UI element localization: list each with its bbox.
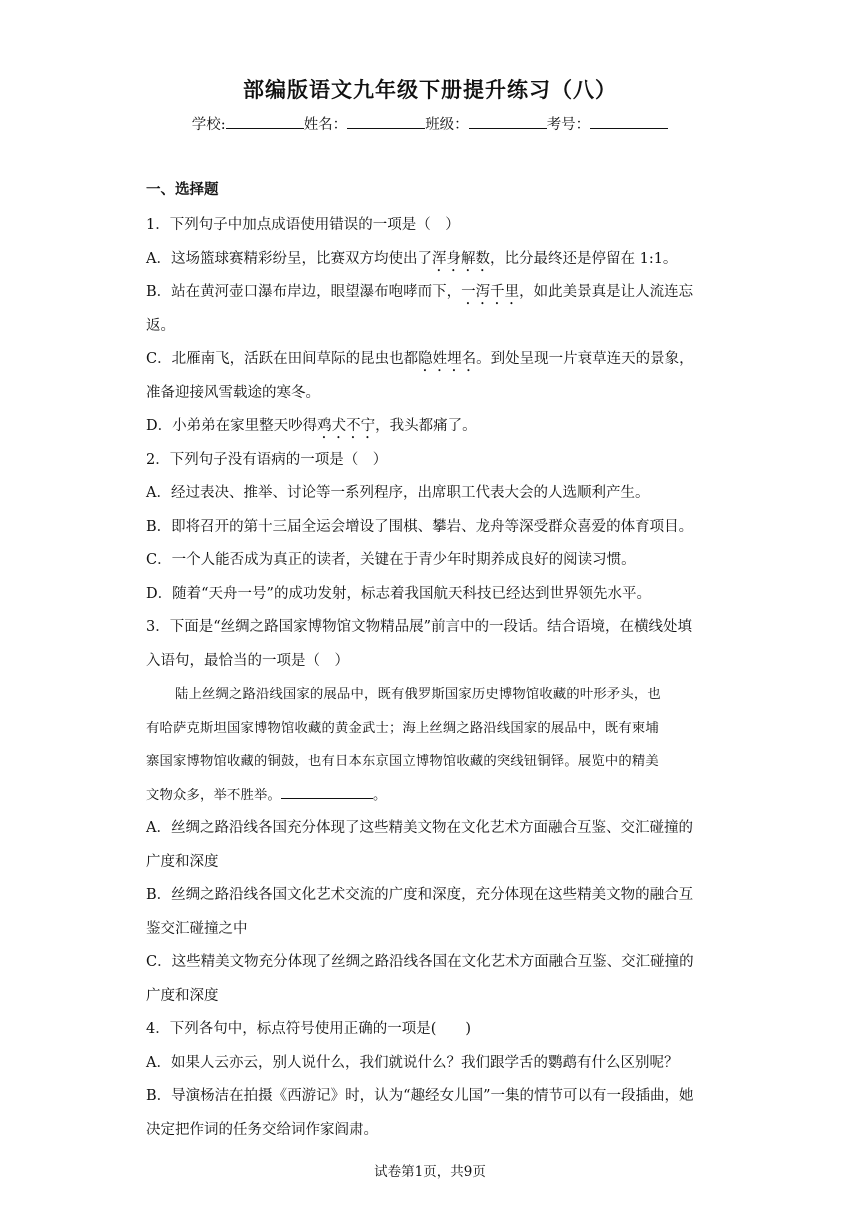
q2-option-c: C．一个人能否成为真正的读者，关键在于青少年时期养成良好的阅读习惯。 — [146, 552, 636, 568]
exam-no-blank — [590, 116, 668, 129]
q3-passage-line4-post: 。 — [372, 787, 387, 803]
q3-fill-blank — [281, 786, 373, 799]
q3-option-c-cont: 广度和深度 — [146, 987, 219, 1004]
q3-passage-line3: 寨国家博物馆收藏的铜鼓，也有日本东京国立博物馆收藏的突线钮铜铎。展览中的精美 — [146, 754, 659, 769]
q3-stem-line2: 入语句，最恰当的一项是（ ） — [146, 652, 349, 669]
q1-d-pre: D．小弟弟在家里整天吵得 — [146, 418, 318, 434]
q3-passage-line2: 有哈萨克斯坦国家博物馆收藏的黄金武士；海上丝绸之路沿线国家的展品中，既有柬埔 — [146, 720, 659, 736]
q3-stem-line1: 3．下面是“丝绸之路国家博物馆文物精品展”前言中的一段话。结合语境，在横线处填 — [146, 619, 693, 635]
q1-c-pre: C．北雁南飞，活跃在田间草际的昆虫也都 — [146, 351, 419, 367]
class-blank — [469, 116, 547, 129]
q4-option-b-cont: 决定把作词的任务交给词作家阎肃。 — [146, 1121, 378, 1138]
q3-option-a-cont: 广度和深度 — [146, 853, 219, 870]
page-footer: 试卷第1页，共9页 — [374, 1164, 486, 1180]
q1-a-pre: A．这场篮球赛精彩纷呈，比赛双方均使出了 — [146, 250, 432, 267]
q1-option-c-cont: 准备迎接风雪载途的寒冬。 — [146, 384, 320, 401]
q2-stem: 2．下列句子没有语病的一项是（ ） — [146, 451, 388, 468]
q3-passage-line1: 陆上丝绸之路沿线国家的展品中，既有俄罗斯国家历史博物馆收藏的叶形矛头，也 — [175, 687, 661, 702]
q1-b-post: ，如此美景真是让人流连忘 — [519, 284, 694, 300]
school-label: 学校: — [191, 117, 226, 133]
q1-d-dotted-idiom: 鸡犬不宁 — [317, 418, 376, 434]
section-heading: 一、选择题 — [146, 181, 219, 198]
q3-option-b: B．丝绸之路沿线各国文化艺术交流的广度和深度，充分体现在这些精美文物的融合互 — [146, 887, 694, 903]
q3-option-c: C．这些精美文物充分体现了丝绸之路沿线各国在文化艺术方面融合互鉴、交汇碰撞的 — [146, 954, 694, 970]
q1-c-post: 。到处呈现一片衰草连天的景象， — [476, 351, 694, 367]
question-content — [146, 178, 726, 1147]
q1-b-dotted-idiom: 一泻千里 — [461, 284, 520, 300]
q4-stem: 4．下列各句中，标点符号使用正确的一项是( ) — [146, 1021, 472, 1037]
q1-a-post: ，比分最终还是停留在 1:1。 — [489, 250, 678, 267]
q1-option-c — [146, 343, 726, 377]
name-blank — [347, 116, 425, 129]
q1-c-dotted-idiom: 隐姓埋名 — [418, 351, 477, 367]
q1-option-b-cont: 返。 — [146, 317, 175, 334]
q3-passage-line4-pre: 文物众多，举不胜举。 — [146, 787, 281, 803]
q1-d-post: ，我头都痛了。 — [375, 418, 477, 434]
q3-option-b-cont: 鉴交汇碰撞之中 — [146, 920, 248, 937]
q2-option-d: D．随着“天舟一号”的成功发射，标志着我国航天科技已经达到世界领先水平。 — [146, 585, 651, 602]
school-blank — [226, 116, 304, 129]
q1-option-b — [146, 276, 726, 310]
q1-a-dotted-idiom: 浑身解数 — [431, 250, 490, 267]
page-title: 部编版语文九年级下册提升练习（八） — [243, 77, 617, 102]
q2-option-b: B．即将召开的第十三届全运会增设了围棋、攀岩、龙舟等深受群众喜爱的体育项目。 — [146, 518, 694, 535]
q2-option-a: A．经过表决、推举、讨论等一系列程序，出席职工代表大会的人选顺利产生。 — [146, 485, 650, 501]
student-info-row — [0, 113, 860, 134]
q1-stem: 1．下列句子中加点成语使用错误的一项是（ ） — [146, 217, 460, 233]
q1-option-a — [146, 243, 726, 277]
q1-b-pre: B．站在黄河壶口瀑布岸边，眼望瀑布咆哮而下， — [146, 284, 462, 300]
q4-option-a: A．如果人云亦云，别人说什么，我们就说什么？我们跟学舌的鹦鹉有什么区别呢？ — [146, 1054, 679, 1071]
class-label: 班级： — [425, 117, 469, 133]
q3-option-a: A．丝绸之路沿线各国充分体现了这些精美文物在文化艺术方面融合互鉴、交汇碰撞的 — [146, 820, 693, 836]
exam-no-label: 考号： — [546, 117, 591, 133]
q4-option-b: B．导演杨洁在拍摄《西游记》时，认为“趣经女儿国”一集的情节可以有一段插曲，她 — [146, 1088, 694, 1104]
name-label: 姓名： — [303, 117, 348, 133]
q3-passage-line4 — [146, 779, 726, 813]
q1-option-d — [146, 410, 726, 444]
